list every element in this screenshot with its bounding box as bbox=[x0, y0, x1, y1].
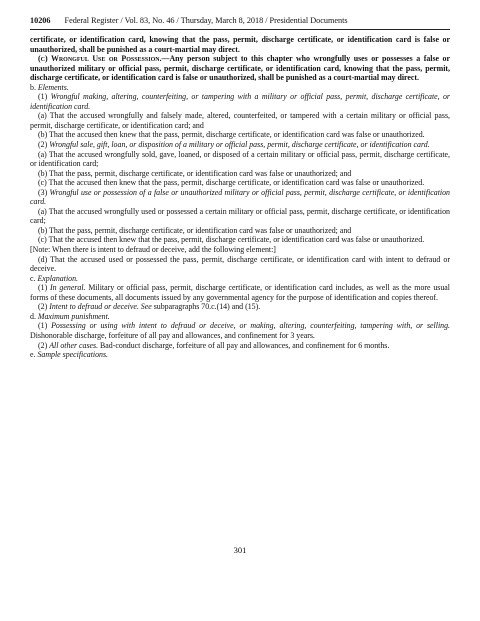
section-d-number: d. bbox=[30, 311, 38, 321]
section-c-heading bbox=[30, 274, 450, 284]
element-1-number: (1) bbox=[38, 92, 51, 102]
punishment-2 bbox=[30, 341, 450, 351]
note-element-d: (d) That the accused used or possessed the pass, permit, discharge certificate, or identification card with intent to defraud or deceive. bbox=[30, 254, 450, 274]
footer-page-number: 301 bbox=[233, 545, 247, 555]
element-2-heading bbox=[30, 140, 450, 150]
explanation-2-number: (2) bbox=[38, 302, 50, 312]
element-2a: (a) That the accused wrongfully sold, gave, loaned, or disposed of a certain military or official pass, permit, discharge certificate, or identification card; bbox=[30, 149, 450, 169]
running-head-title: Federal Register / Vol. 83, No. 46 / Thursday, March 8, 2018 / Presidential Documents bbox=[64, 16, 348, 25]
explanation-1-number: (1) bbox=[38, 283, 51, 293]
element-2-number: (2) bbox=[38, 140, 50, 150]
punishment-1-number: (1) bbox=[38, 321, 52, 331]
element-1-heading bbox=[30, 92, 450, 111]
section-b-heading bbox=[30, 83, 450, 93]
header-rule bbox=[30, 29, 450, 30]
element-2c: (c) That the accused then knew that the pass, permit, discharge certificate, or identification card was false or unauthorized. bbox=[38, 178, 425, 188]
section-d-heading bbox=[30, 312, 450, 322]
element-3-number: (3) bbox=[38, 187, 50, 197]
element-2b: (b) That the pass, permit, discharge certificate, or identification card was false or unauthorized; and bbox=[38, 168, 352, 178]
element-3-title: Wrongful use or possession of a false or unauthorized military or official pass, permit, discharge certificate, or identification card. bbox=[30, 187, 450, 207]
explanation-2-text: subparagraphs 70.c.(14) and (15). bbox=[151, 302, 261, 312]
explanation-1 bbox=[30, 283, 450, 302]
element-1a: (a) That the accused wrongfully and falsely made, altered, counterfeited, or tampered with a certain military or official pass, permit, discharge certificate, or identification card; and bbox=[30, 111, 450, 130]
element-1-title: Wrongful making, altering, counterfeiting, or tampering with a military or official pass, permit, discharge certificate, or identification card. bbox=[30, 92, 450, 111]
explanation-2 bbox=[30, 302, 450, 312]
paragraph-continuation: certificate, or identification card, knowing that the pass, permit, discharge certificate, or identification card is false or unauthorized, shall be punished as a court-martial may direct. bbox=[30, 35, 450, 54]
page-number: 10206 bbox=[30, 16, 51, 25]
section-e-title: Sample specifications. bbox=[37, 350, 109, 360]
punishment-1 bbox=[30, 321, 450, 340]
section-c-number: c. bbox=[30, 273, 38, 283]
subsection-text: —Any person subject to this chapter who wrongfully uses or possesses a false or unauthorized military or official pass, permit, discharge certificate, or identification card, knowing that the pass, permit, discharge certificate, or identification card is false or unauthorized, shall be punished as a court-martial may direct. bbox=[30, 54, 450, 83]
section-e-number: e. bbox=[30, 350, 38, 360]
explanation-1-title: In general. bbox=[50, 283, 86, 293]
element-3a: (a) That the accused wrongfully used or possessed a certain military or official pass, permit, discharge certificate, or identification card; bbox=[30, 206, 450, 226]
explanation-1-text: Military or official pass, permit, discharge certificate, or identification card includes, as well as the more usual forms of these documents, all documents issued by any governmental agency for the purpose of identification and copies thereof. bbox=[30, 283, 450, 302]
note: [Note: When there is intent to defraud or deceive, add the following element:] bbox=[30, 245, 276, 255]
punishment-2-title: All other cases. bbox=[49, 340, 99, 350]
section-b-title: Elements. bbox=[37, 82, 69, 92]
punishment-1-title: Possessing or using with intent to defraud or deceive, or making, altering, counterfeiting, tampering with, or selling. bbox=[51, 321, 450, 331]
element-1b: (b) That the accused then knew that the pass, permit, discharge certificate, or identification card was false or unauthorized. bbox=[38, 130, 425, 140]
punishment-2-number: (2) bbox=[38, 340, 50, 350]
section-b-number: b. bbox=[30, 82, 38, 92]
subsection-label: (c) Wrongful Use or Possession. bbox=[38, 54, 162, 64]
punishment-1-text: Dishonorable discharge, forfeiture of all pay and allowances, and confinement for 3 years. bbox=[30, 330, 315, 340]
element-3c: (c) That the accused then knew that the pass, permit, discharge certificate, or identification card was false or unauthorized. bbox=[38, 235, 425, 245]
element-2-title: Wrongful sale, gift, loan, or disposition of a military or official pass, permit, discharge certificate, or identification card. bbox=[49, 140, 430, 150]
element-3-heading bbox=[30, 188, 450, 207]
explanation-2-title: Intent to defraud or deceive. bbox=[49, 302, 139, 312]
document-body bbox=[30, 35, 450, 360]
element-3b: (b) That the pass, permit, discharge certificate, or identification card was false or unauthorized; and bbox=[38, 225, 352, 235]
section-e-heading bbox=[30, 350, 450, 360]
section-c-title: Explanation. bbox=[37, 273, 78, 283]
paragraph-c-wrongful-use bbox=[30, 54, 450, 83]
explanation-2-see: See bbox=[138, 302, 152, 312]
section-d-title: Maximum punishment. bbox=[37, 311, 110, 321]
punishment-2-text: Bad-conduct discharge, forfeiture of all pay and allowances, and confinement for 6 months. bbox=[98, 340, 390, 350]
running-header bbox=[30, 15, 450, 27]
